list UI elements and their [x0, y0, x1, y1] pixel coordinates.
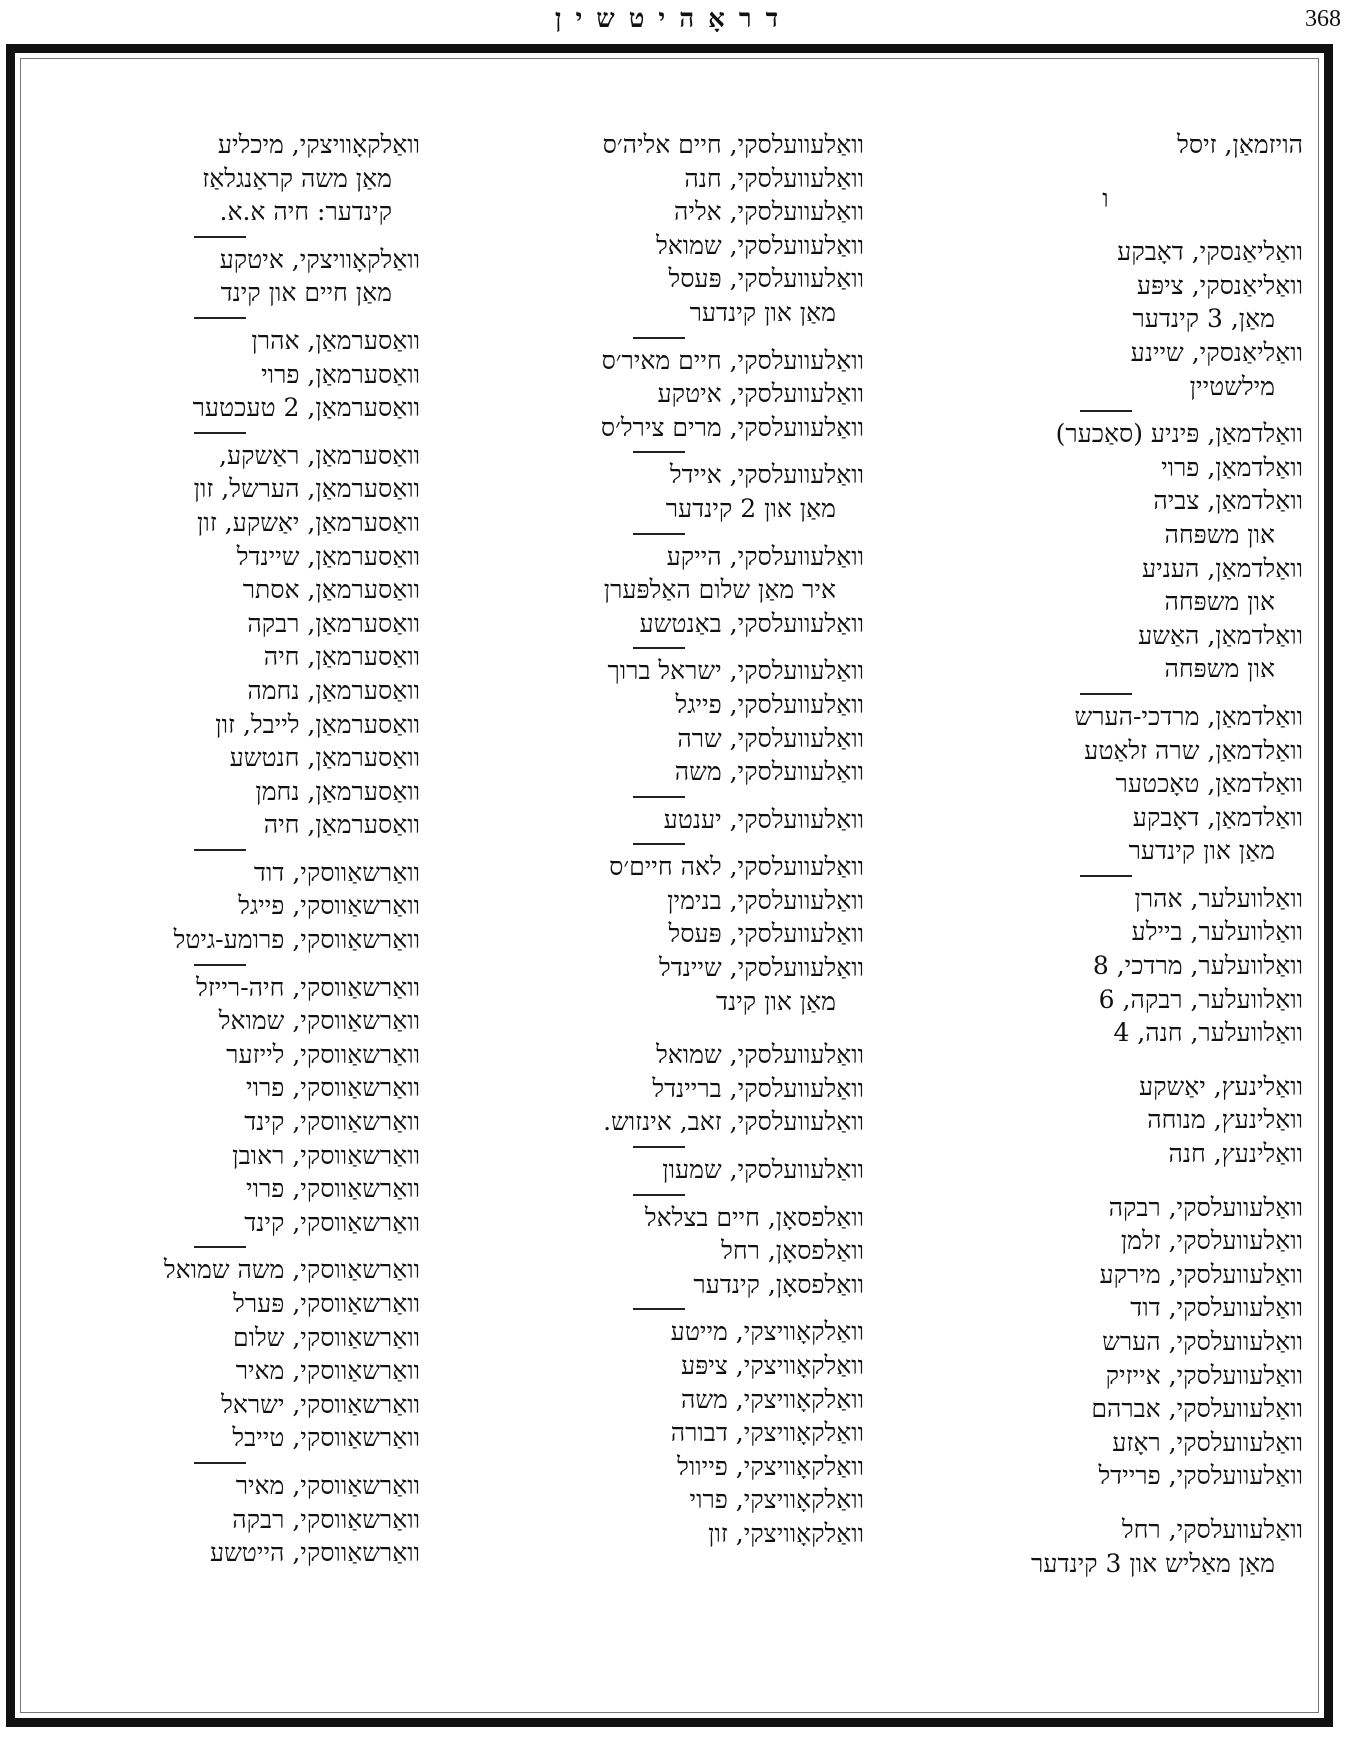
section-divider [454, 789, 864, 803]
section-gap [908, 162, 1303, 182]
name-entry: וואַרשאַווסקי, שמואל [218, 1006, 420, 1036]
name-entry: וואַלעוועלסקי, מירקע [1099, 1259, 1303, 1289]
name-entry: וואַלעוועלסקי, הייקע [666, 541, 864, 571]
section-divider [908, 686, 1303, 700]
name-entry: וואַלקאָוויצקי, מיכליע [217, 130, 420, 159]
section-divider [20, 1455, 420, 1469]
name-entry: וואַלעוועלסקי, מרים צירל׳ס [600, 412, 864, 442]
name-entry: וואַסערמאַן, אהרן [251, 325, 420, 355]
page-title: דראָהיטשין [554, 4, 793, 34]
name-entry: וואַלעוועלסקי, דוד [1130, 1293, 1303, 1323]
name-entry: וואַרשאַווסקי, פרומע-גיטל [173, 925, 420, 955]
name-entry: וואַלעוועלסקי, פּעסל [668, 264, 864, 294]
family-note: מילשטיין [1189, 371, 1275, 401]
name-entry: וואַרשאַווסקי, דוד [253, 857, 420, 887]
name-entry: וואַלקאָוויצקי, פייוול [677, 1451, 864, 1481]
name-entry: וואַלוועלער, מרדכי, 8 [1092, 951, 1303, 981]
name-entry: וואַלדמאַן, מרדכי-הערש [1074, 701, 1303, 731]
name-entry: וואַלינעץ, יאַשקע [1138, 1071, 1303, 1101]
name-entry: וואַלוועלער, רבקה, 6 [1098, 984, 1303, 1014]
name-entry: וואַלעוועלסקי, איטקע [657, 379, 864, 409]
name-entry: וואַלדמאַן, פרוי [1161, 452, 1303, 482]
family-note: מאַן און קינד [716, 986, 836, 1016]
name-entry: וואַלפסאָן, חיים בצלאל [644, 1202, 864, 1232]
section-divider [454, 526, 864, 540]
name-entry: וואַלעוועלסקי, חיים מאיר׳ס [601, 345, 864, 375]
name-entry: וואַלעוועלסקי, זאב, אינזוש. [603, 1107, 864, 1137]
section-divider [454, 1301, 864, 1315]
name-entry: וואַלפסאָן, רחל [721, 1236, 864, 1266]
name-entry: וואַלעוועלסקי, ראָזע [1112, 1427, 1303, 1457]
name-entry: וואַרשאַווסקי, הייטשע [209, 1538, 420, 1568]
name-entry: וואַלעוועלסקי, הערש [1102, 1327, 1303, 1356]
name-entry: וואַרשאַווסקי, קינד [244, 1107, 420, 1137]
section-divider [454, 836, 864, 850]
family-note: מאַן חיים און קינד [220, 278, 392, 308]
family-note: און משפּחה [1164, 519, 1275, 549]
name-entry: וואַסערמאַן, הערשל, זון [193, 474, 420, 504]
column-right [908, 128, 1303, 1580]
name-entry: וואַלעוועלסקי, שמואל [656, 230, 864, 260]
family-note: און משפּחה [1164, 587, 1275, 617]
section-divider [454, 1139, 864, 1153]
family-note: מאַן, 3 קינדער [1132, 304, 1275, 334]
family-note: איר מאַן שלום האַלפּערן [603, 575, 836, 605]
name-entry: וואַסערמאַן, ראַשקע, [219, 440, 420, 470]
name-entry: וואַלעוועלסקי, שרה [677, 723, 864, 753]
name-entry: וואַלעוועלסקי, איידל [669, 460, 864, 490]
name-entry: וואַלעוועלסקי, חיים אליה׳ס [602, 130, 864, 159]
name-entry: וואַלעוועלסקי, שיינדל [659, 953, 864, 983]
name-entry: וואַלעוועלסקי, בריינדל [652, 1073, 864, 1103]
section-divider [20, 957, 420, 971]
section-divider [20, 842, 420, 856]
name-entry: וואַלוועלער, ביילע [1131, 917, 1303, 947]
name-entry: וואַרשאַווסקי, פרוי [246, 1174, 420, 1204]
name-entry: וואַלעוועלסקי, אייזיק [1105, 1360, 1303, 1390]
name-entry: וואַסערמאַן, שיינדל [236, 541, 420, 571]
name-entry: וואַלעוועלסקי, שמואל [656, 1040, 864, 1070]
section-divider [20, 425, 420, 439]
name-entry: וואַלקאָוויצקי, ציפּע [680, 1351, 864, 1380]
section-gap [908, 1171, 1303, 1191]
name-entry: וואַלעוועלסקי, זלמן [1120, 1226, 1303, 1256]
name-entry: וואַלינעץ, חנה [1168, 1139, 1303, 1169]
name-entry: וואַלעוועלסקי, אברהם [1091, 1394, 1303, 1424]
name-entry: וואַלקאָוויצקי, פרוי [689, 1485, 864, 1515]
column-middle [454, 128, 864, 1551]
section-gap [908, 1050, 1303, 1070]
name-entry: וואַלעוועלסקי, חנה [684, 163, 864, 193]
name-entry: וואַרשאַווסקי, משה שמואל [163, 1255, 420, 1285]
section-gap [908, 215, 1303, 235]
name-entry: וואַלעוועלסקי, באַנטשע [639, 608, 864, 638]
name-entry: וואַלקאָוויצקי, דבורה [670, 1418, 864, 1448]
column-left [20, 128, 420, 1570]
name-entry: וואַרשאַווסקי, פייגל [238, 891, 420, 921]
section-divider [20, 310, 420, 324]
family-note: מאַן מאַליש און 3 קינדער [1031, 1548, 1275, 1578]
name-entry: וואַרשאַווסקי, מאיר [235, 1470, 420, 1500]
name-entry: וואַלקאָוויצקי, משה [680, 1384, 864, 1414]
name-entry: וואַלעוועלסקי, פייגל [675, 689, 864, 719]
name-entry: וואַלעוועלסקי, ישראל ברוך [607, 656, 864, 686]
family-note: מאַן משה קראַנגלאַז [202, 163, 392, 193]
name-entry: וואַסערמאַן, אסתר [242, 575, 420, 605]
name-entry: וואַלדמאַן, פּיניע (סאַכער) [1055, 419, 1303, 449]
name-entry: וואַסערמאַן, רבקה [247, 608, 420, 638]
name-entry: הויזמאַן, זיסל [1177, 130, 1303, 159]
name-entry: וואַסערמאַן, נחמן [255, 776, 420, 806]
running-head [0, 4, 1347, 38]
name-entry: וואַרשאַווסקי, ישראל [221, 1389, 420, 1419]
section-divider [454, 330, 864, 344]
name-entry: וואַסערמאַן, פרוי [261, 359, 420, 389]
name-entry: וואַסערמאַן, חנטשע [229, 743, 420, 773]
section-divider [454, 1187, 864, 1201]
family-note: מאַן און קינדער [1128, 836, 1275, 866]
page-number: 368 [1305, 6, 1341, 32]
section-gap [454, 1018, 864, 1038]
section-divider [454, 640, 864, 654]
name-entry: וואַלדמאַן, האַשע [1138, 620, 1303, 650]
name-entry: וואַרשאַווסקי, לייזער [226, 1039, 420, 1069]
name-entry: וואַלפסאָן, קינדער [693, 1269, 864, 1299]
name-entry: וואַלעוועלסקי, בנימין [667, 885, 864, 915]
name-entry: וואַרשאַווסקי, שלום [232, 1322, 420, 1352]
name-entry: וואַסערמאַן, יאַשקע, זון [197, 507, 420, 537]
name-entry: וואַלדמאַן, טאָכטער [1115, 769, 1303, 799]
name-entry: וואַלוועלער, אהרן [1134, 883, 1303, 913]
name-entry: וואַלקאָוויצקי, זון [708, 1518, 864, 1548]
name-entry: וואַלדמאַן, שרה זלאַטע [1084, 735, 1303, 765]
name-entry: וואַסערמאַן, נחמה [247, 675, 420, 705]
name-entry: וואַרשאַווסקי, חיה-רייזל [196, 972, 420, 1002]
name-entry: וואַסערמאַן, חיה [263, 642, 420, 672]
name-entry: וואַלינעץ, מנוחה [1147, 1105, 1303, 1135]
name-entry: וואַרשאַווסקי, רבקה [232, 1504, 420, 1534]
name-entry: וואַליאַנסקי, ציפּע [1136, 270, 1303, 300]
name-entry: וואַלעוועלסקי, שמעון [662, 1155, 864, 1185]
name-entry: וואַסערמאַן, 2 טעכטער [192, 393, 420, 423]
name-entry: וואַלעוועלסקי, לאה חיים׳ס [609, 852, 864, 882]
name-entry: וואַלקאָוויצקי, מייטע [670, 1317, 864, 1347]
name-entry: וואַסערמאַן, לייבל, זון [215, 709, 420, 739]
section-divider [908, 868, 1303, 882]
name-entry: וואַרשאַווסקי, פרוי [246, 1073, 420, 1103]
section-divider [20, 229, 420, 243]
name-entry: וואַליאַנסקי, דאָבקע [1117, 237, 1303, 267]
family-note: קינדער: חיה א.א. [219, 197, 392, 227]
name-entry: וואַליאַנסקי, שיינע [1130, 337, 1303, 367]
name-entry: וואַלעוועלסקי, יענטע [663, 804, 864, 834]
name-entry: וואַלעוועלסקי, פריידל [1098, 1461, 1303, 1491]
name-entry: וואַלעוועלסקי, משה [674, 757, 864, 787]
name-entry: וואַלקאָוויצקי, איטקע [219, 244, 420, 274]
name-entry: וואַסערמאַן, חיה [263, 810, 420, 840]
name-entry: וואַלדמאַן, דאָבקע [1132, 802, 1303, 832]
name-entry: וואַרשאַווסקי, מאיר [235, 1356, 420, 1386]
family-note: און משפּחה [1164, 654, 1275, 684]
name-entry: וואַרשאַווסקי, ראובן [232, 1140, 420, 1170]
family-note: מאַן און 2 קינדער [665, 493, 836, 523]
name-entry: וואַלוועלער, חנה, 4 [1113, 1018, 1303, 1048]
name-entry: וואַלדמאַן, צביה [1153, 486, 1303, 516]
letter-heading: ו [1102, 183, 1109, 213]
name-entry: וואַלדמאַן, העניע [1142, 553, 1303, 583]
section-divider [908, 403, 1303, 417]
section-gap [908, 1493, 1303, 1513]
name-entry: וואַלעוועלסקי, רחל [1121, 1514, 1303, 1544]
name-entry: וואַלעוועלסקי, אליה [674, 197, 864, 227]
section-divider [454, 444, 864, 458]
name-entry: וואַלעוועלסקי, רבקה [1108, 1192, 1303, 1222]
family-note: מאַן און קינדער [689, 297, 836, 327]
name-entry: וואַרשאַווסקי, פּערל [233, 1289, 420, 1318]
name-entry: וואַרשאַווסקי, קינד [244, 1207, 420, 1237]
name-entry: וואַלעוועלסקי, פּעסל [668, 919, 864, 949]
name-entry: וואַרשאַווסקי, טייבל [232, 1423, 420, 1453]
section-divider [20, 1239, 420, 1253]
